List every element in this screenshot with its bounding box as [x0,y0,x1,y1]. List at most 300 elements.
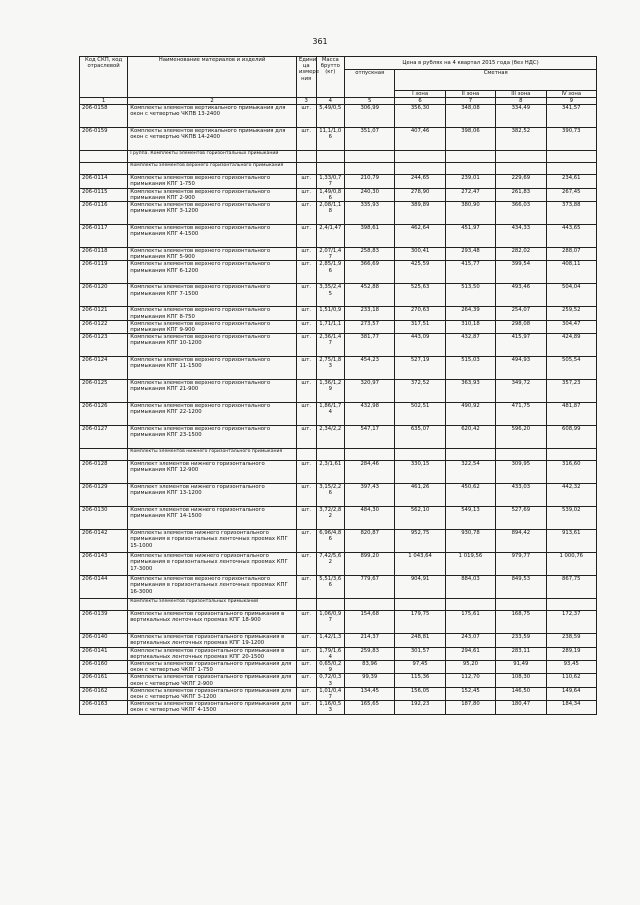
mass-cell: 1,86/1,7 4 [316,403,344,426]
mass-cell: 0,72/0,3 3 [316,674,344,687]
table-row [80,661,597,674]
code-cell: 206-0142 [80,530,128,553]
col-number: 2 [128,98,297,105]
price-zone-4-cell: 505,54 [546,357,596,380]
unit-cell: шт. [296,507,316,530]
price-zone-4-cell: 442,32 [546,484,596,507]
price-otpusknaya-cell: 240,30 [345,188,395,201]
price-zone-2-cell: 432,87 [445,334,495,357]
price-otpusknaya-cell: 214,37 [345,634,395,647]
table-row [80,403,597,426]
empty-cell [395,151,445,163]
mass-cell: 1,01/0,4 7 [316,687,344,700]
unit-cell: шт. [296,188,316,201]
table-row [80,647,597,660]
code-cell: 206-0114 [80,175,128,188]
code-cell: 206-0116 [80,202,128,225]
price-otpusknaya-cell: 233,18 [345,307,395,320]
table-row [80,674,597,687]
price-zone-1-cell: 278,90 [395,188,445,201]
mass-cell: 2,07/1,4 7 [316,248,344,261]
price-zone-3-cell: 108,30 [496,674,546,687]
price-zone-4-cell: 424,89 [546,334,596,357]
code-cell: 206-0161 [80,674,128,687]
price-zone-1-cell: 461,26 [395,484,445,507]
price-zone-2-cell: 380,90 [445,202,495,225]
price-zone-4-cell: 1 000,76 [546,553,596,576]
name-cell: Комплекты элементов горизонтального примыкания в вертикальных ленточных проемах КПГ 19-1200 [128,634,297,647]
table-row [80,687,597,700]
price-zone-4-cell: 259,52 [546,307,596,320]
price-zone-4-cell: 234,61 [546,175,596,188]
price-otpusknaya-cell: 547,17 [345,426,395,449]
price-zone-1-cell: 97,45 [395,661,445,674]
price-zone-1-cell: 904,91 [395,576,445,599]
table-row [80,461,597,484]
price-zone-1-cell: 372,52 [395,380,445,403]
table-row [80,334,597,357]
price-otpusknaya-cell: 154,68 [345,611,395,634]
table-row [80,105,597,128]
unit-cell: шт. [296,674,316,687]
code-cell: 206-0162 [80,687,128,700]
table-row [80,530,597,553]
name-cell: Комплекты элементов горизонтального примыкания для окон с четвертью ЧКПГ 1-750 [128,661,297,674]
group-header-row [80,449,597,461]
price-otpusknaya-cell: 899,20 [345,553,395,576]
unit-cell: шт. [296,530,316,553]
price-zone-2-cell: 515,03 [445,357,495,380]
name-cell: Комплекты элементов верхнего горизонтального примыкания КПГ 6-1200 [128,261,297,284]
unit-cell: шт. [296,576,316,599]
unit-cell: шт. [296,248,316,261]
empty-cell [395,599,445,611]
price-zone-4-cell: 608,99 [546,426,596,449]
empty-cell [546,163,596,175]
mass-cell: 1,49/0,8 6 [316,188,344,201]
table-row [80,357,597,380]
group-title: Группа. Комплекты элементов горизонтальных примыканий [128,151,297,163]
col-number: 4 [316,98,344,105]
name-cell: Комплекты элементов верхнего горизонтального примыкания КПГ 3-1200 [128,202,297,225]
unit-cell: шт. [296,128,316,151]
code-cell: 206-0128 [80,461,128,484]
price-zone-3-cell: 180,47 [496,701,546,714]
empty-cell [345,163,395,175]
price-zone-3-cell: 434,33 [496,225,546,248]
price-zone-3-cell: 334,49 [496,105,546,128]
column-numbers-row [80,98,597,105]
price-zone-4-cell: 504,04 [546,284,596,307]
table-row [80,188,597,201]
price-zone-1-cell: 525,63 [395,284,445,307]
empty-cell [445,599,495,611]
price-zone-1-cell: 562,10 [395,507,445,530]
unit-cell: шт. [296,553,316,576]
group-code-cell [80,151,128,163]
price-zone-4-cell: 357,23 [546,380,596,403]
mass-cell: 2,34/2,2 [316,426,344,449]
code-cell: 206-0125 [80,380,128,403]
price-zone-1-cell: 300,41 [395,248,445,261]
header-smetnaya: Сметная [395,70,597,91]
price-zone-3-cell: 493,46 [496,284,546,307]
table-row [80,380,597,403]
mass-cell: 5,51/3,6 6 [316,576,344,599]
table-row [80,576,597,599]
price-zone-3-cell: 894,42 [496,530,546,553]
price-zone-3-cell: 349,72 [496,380,546,403]
price-zone-1-cell: 462,64 [395,225,445,248]
mass-cell: 1,42/1,3 [316,634,344,647]
price-zone-2-cell: 415,77 [445,261,495,284]
table-row [80,128,597,151]
code-cell: 206-0143 [80,553,128,576]
code-cell: 206-0139 [80,611,128,634]
price-otpusknaya-cell: 454,23 [345,357,395,380]
code-cell: 206-0118 [80,248,128,261]
price-otpusknaya-cell: 259,83 [345,647,395,660]
price-zone-2-cell: 243,07 [445,634,495,647]
empty-cell [296,163,316,175]
empty-cell [546,599,596,611]
price-zone-2-cell: 1 019,56 [445,553,495,576]
empty-cell [496,599,546,611]
price-zone-1-cell: 443,09 [395,334,445,357]
price-zone-1-cell: 425,59 [395,261,445,284]
price-zone-4-cell: 289,19 [546,647,596,660]
table-row [80,307,597,320]
mass-cell: 11,1/1,0 6 [316,128,344,151]
mass-cell: 3,72/2,8 2 [316,507,344,530]
price-zone-3-cell: 254,07 [496,307,546,320]
price-zone-1-cell: 317,51 [395,320,445,333]
price-zone-2-cell: 490,92 [445,403,495,426]
name-cell: Комплекты элементов горизонтального примыкания для окон с четвертью ЧКПГ 2-900 [128,674,297,687]
price-otpusknaya-cell: 320,97 [345,380,395,403]
name-cell: Комплекты элементов верхнего горизонтального примыкания КПГ 8-750 [128,307,297,320]
unit-cell: шт. [296,661,316,674]
price-otpusknaya-cell: 284,46 [345,461,395,484]
name-cell: Комплекты элементов нижнего горизонтального примыкания в горизонтальных ленточных проемах КПГ 17-3000 [128,553,297,576]
table-row [80,320,597,333]
unit-cell: шт. [296,225,316,248]
price-zone-1-cell: 244,65 [395,175,445,188]
table-row [80,202,597,225]
mass-cell: 1,71/1,1 [316,320,344,333]
header-zone-2: II зона [445,90,495,97]
name-cell: Комплекты элементов верхнего горизонтального примыкания КПГ 21-900 [128,380,297,403]
price-otpusknaya-cell: 779,67 [345,576,395,599]
price-otpusknaya-cell: 273,57 [345,320,395,333]
empty-cell [445,449,495,461]
code-cell: 206-0115 [80,188,128,201]
price-zone-2-cell: 348,08 [445,105,495,128]
mass-cell: 1,79/1,6 4 [316,647,344,660]
price-zone-4-cell: 93,45 [546,661,596,674]
mass-cell: 7,42/5,6 2 [316,553,344,576]
name-cell: Комплекты элементов верхнего горизонтального примыкания КПГ 2-900 [128,188,297,201]
price-zone-3-cell: 494,93 [496,357,546,380]
col-number: 8 [496,98,546,105]
price-zone-1-cell: 330,15 [395,461,445,484]
price-zone-1-cell: 301,57 [395,647,445,660]
price-otpusknaya-cell: 306,99 [345,105,395,128]
price-otpusknaya-cell: 484,30 [345,507,395,530]
price-zone-2-cell: 620,42 [445,426,495,449]
price-zone-3-cell: 283,11 [496,647,546,660]
group-header-row [80,151,597,163]
name-cell: Комплекты элементов верхнего горизонтального примыкания КПГ 23-1500 [128,426,297,449]
price-otpusknaya-cell: 210,79 [345,175,395,188]
price-zone-3-cell: 527,69 [496,507,546,530]
price-zone-4-cell: 481,87 [546,403,596,426]
price-zone-4-cell: 110,62 [546,674,596,687]
name-cell: Комплекты элементов горизонтального примыкания в вертикальных ленточных проемах КПГ 20-1500 [128,647,297,660]
unit-cell: шт. [296,701,316,714]
unit-cell: шт. [296,380,316,403]
price-otpusknaya-cell: 134,45 [345,687,395,700]
price-zone-1-cell: 389,89 [395,202,445,225]
code-cell: 206-0127 [80,426,128,449]
unit-cell: шт. [296,426,316,449]
header-mass: Масса брутто (кг) [316,57,344,98]
empty-cell [395,163,445,175]
unit-cell: шт. [296,105,316,128]
mass-cell: 1,36/1,2 9 [316,380,344,403]
price-table [79,56,597,715]
price-zone-2-cell: 294,61 [445,647,495,660]
price-zone-2-cell: 310,18 [445,320,495,333]
price-zone-3-cell: 261,83 [496,188,546,201]
unit-cell: шт. [296,687,316,700]
name-cell: Комплекты элементов верхнего горизонтального примыкания КПГ 9-900 [128,320,297,333]
name-cell: Комплекты элементов верхнего горизонтального примыкания в горизонтальных ленточных проемах КПГ 16-3000 [128,576,297,599]
mass-cell: 1,51/0,9 [316,307,344,320]
empty-cell [316,163,344,175]
col-number: 7 [445,98,495,105]
unit-cell: шт. [296,334,316,357]
unit-cell: шт. [296,484,316,507]
unit-cell: шт. [296,403,316,426]
price-zone-1-cell: 952,75 [395,530,445,553]
price-zone-1-cell: 502,51 [395,403,445,426]
header-otpusknaya: отпускная [345,70,395,98]
name-cell: Комплекты элементов нижнего горизонтального примыкания в горизонтальных ленточных проемах КПГ 15-1000 [128,530,297,553]
mass-cell: 1,16/0,5 3 [316,701,344,714]
unit-cell: шт. [296,307,316,320]
table-row [80,507,597,530]
price-zone-1-cell: 270,63 [395,307,445,320]
price-zone-4-cell: 443,65 [546,225,596,248]
price-zone-3-cell: 849,53 [496,576,546,599]
mass-cell: 2,3/1,61 [316,461,344,484]
empty-cell [345,151,395,163]
name-cell: Комплекты элементов горизонтального примыкания в вертикальных ленточных проемах КПГ 18-900 [128,611,297,634]
empty-cell [496,163,546,175]
unit-cell: шт. [296,647,316,660]
unit-cell: шт. [296,202,316,225]
mass-cell: 5,49/0,5 [316,105,344,128]
mass-cell: 1,33/0,7 7 [316,175,344,188]
unit-cell: шт. [296,634,316,647]
name-cell: Комплекты элементов горизонтального примыкания для окон с четвертью ЧКПГ 3-1200 [128,687,297,700]
price-otpusknaya-cell: 366,69 [345,261,395,284]
empty-cell [496,151,546,163]
mass-cell: 2,36/1,4 7 [316,334,344,357]
header-unit: Едини ца измере ния [296,57,316,98]
name-cell: Комплекты элементов верхнего горизонтального примыкания КПГ 4-1500 [128,225,297,248]
code-cell: 206-0159 [80,128,128,151]
price-zone-1-cell: 115,36 [395,674,445,687]
col-number: 6 [395,98,445,105]
header-name: Наименование материалов и изделий [128,57,297,98]
header-zone-4: IV зона [546,90,596,97]
price-zone-1-cell: 527,19 [395,357,445,380]
table-row [80,553,597,576]
header-code: Код СКП, код отраслевой [80,57,128,98]
price-zone-2-cell: 930,78 [445,530,495,553]
table-body [80,105,597,714]
price-otpusknaya-cell: 452,88 [345,284,395,307]
table-row [80,261,597,284]
price-zone-1-cell: 179,75 [395,611,445,634]
name-cell: Комплекты элементов верхнего горизонтального примыкания КПГ 5-900 [128,248,297,261]
price-zone-4-cell: 184,34 [546,701,596,714]
unit-cell: шт. [296,461,316,484]
price-zone-4-cell: 913,61 [546,530,596,553]
table-row [80,284,597,307]
table-row [80,426,597,449]
empty-cell [316,449,344,461]
price-zone-3-cell: 382,52 [496,128,546,151]
price-zone-3-cell: 415,97 [496,334,546,357]
empty-cell [316,599,344,611]
empty-cell [345,449,395,461]
table-row [80,175,597,188]
price-zone-3-cell: 471,75 [496,403,546,426]
price-zone-2-cell: 239,01 [445,175,495,188]
name-cell: Комплекты элементов верхнего горизонтального примыкания КПГ 7-1500 [128,284,297,307]
code-cell: 206-0163 [80,701,128,714]
price-zone-2-cell: 884,03 [445,576,495,599]
price-zone-1-cell: 248,81 [395,634,445,647]
price-zone-4-cell: 373,88 [546,202,596,225]
group-code-cell [80,599,128,611]
price-zone-2-cell: 264,39 [445,307,495,320]
price-zone-3-cell: 433,03 [496,484,546,507]
price-zone-2-cell: 272,47 [445,188,495,201]
header-price-title: Цена в рублях на 4 квартал 2015 года (без НДС) [345,57,597,70]
header-zone-1: I зона [395,90,445,97]
code-cell: 206-0121 [80,307,128,320]
col-number: 3 [296,98,316,105]
name-cell: Комплекты элементов горизонтального примыкания для окон с четвертью ЧКПГ 4-1500 [128,701,297,714]
price-zone-2-cell: 175,61 [445,611,495,634]
price-zone-4-cell: 172,37 [546,611,596,634]
price-zone-3-cell: 168,75 [496,611,546,634]
name-cell: Комплекты элементов верхнего горизонтального примыкания КПГ 1-750 [128,175,297,188]
empty-cell [546,449,596,461]
name-cell: Комплект элементов нижнего горизонтального примыкания КПГ 13-1200 [128,484,297,507]
code-cell: 206-0144 [80,576,128,599]
price-zone-2-cell: 293,48 [445,248,495,261]
mass-cell: 3,15/2,2 6 [316,484,344,507]
price-zone-2-cell: 322,54 [445,461,495,484]
price-zone-3-cell: 298,08 [496,320,546,333]
price-otpusknaya-cell: 398,61 [345,225,395,248]
price-zone-4-cell: 408,11 [546,261,596,284]
empty-cell [296,599,316,611]
group-title: Комплекты элементов верхнего горизонтального примыкания [128,163,297,175]
price-zone-1-cell: 407,46 [395,128,445,151]
price-zone-2-cell: 152,45 [445,687,495,700]
empty-cell [345,599,395,611]
price-zone-2-cell: 363,93 [445,380,495,403]
price-zone-4-cell: 149,64 [546,687,596,700]
price-zone-3-cell: 91,49 [496,661,546,674]
price-zone-1-cell: 1 043,64 [395,553,445,576]
header-zone-3: III зона [496,90,546,97]
code-cell: 206-0123 [80,334,128,357]
price-otpusknaya-cell: 381,77 [345,334,395,357]
price-zone-3-cell: 146,50 [496,687,546,700]
table-row [80,611,597,634]
group-code-cell [80,163,128,175]
name-cell: Комплект элементов нижнего горизонтального примыкания КПГ 12-900 [128,461,297,484]
empty-cell [546,151,596,163]
code-cell: 206-0117 [80,225,128,248]
mass-cell: 2,75/1,8 3 [316,357,344,380]
price-zone-3-cell: 233,59 [496,634,546,647]
price-otpusknaya-cell: 99,39 [345,674,395,687]
price-zone-4-cell: 341,57 [546,105,596,128]
empty-cell [445,151,495,163]
price-otpusknaya-cell: 165,65 [345,701,395,714]
empty-cell [496,449,546,461]
price-otpusknaya-cell: 351,07 [345,128,395,151]
empty-cell [395,449,445,461]
empty-cell [316,151,344,163]
empty-cell [445,163,495,175]
empty-cell [296,151,316,163]
group-title: Комплекты элементов горизонтальных примыканий [128,599,297,611]
price-otpusknaya-cell: 432,98 [345,403,395,426]
price-zone-4-cell: 867,75 [546,576,596,599]
mass-cell: 2,85/1,9 6 [316,261,344,284]
price-zone-2-cell: 513,50 [445,284,495,307]
col-number: 5 [345,98,395,105]
mass-cell: 1,06/0,9 7 [316,611,344,634]
unit-cell: шт. [296,261,316,284]
mass-cell: 2,08/1,1 8 [316,202,344,225]
price-zone-2-cell: 187,80 [445,701,495,714]
unit-cell: шт. [296,320,316,333]
code-cell: 206-0124 [80,357,128,380]
price-otpusknaya-cell: 258,83 [345,248,395,261]
code-cell: 206-0119 [80,261,128,284]
unit-cell: шт. [296,284,316,307]
unit-cell: шт. [296,175,316,188]
price-zone-2-cell: 549,13 [445,507,495,530]
col-number: 1 [80,98,128,105]
unit-cell: шт. [296,357,316,380]
group-header-row [80,163,597,175]
mass-cell: 0,65/0,2 9 [316,661,344,674]
code-cell: 206-0130 [80,507,128,530]
table-row [80,634,597,647]
price-zone-3-cell: 229,69 [496,175,546,188]
